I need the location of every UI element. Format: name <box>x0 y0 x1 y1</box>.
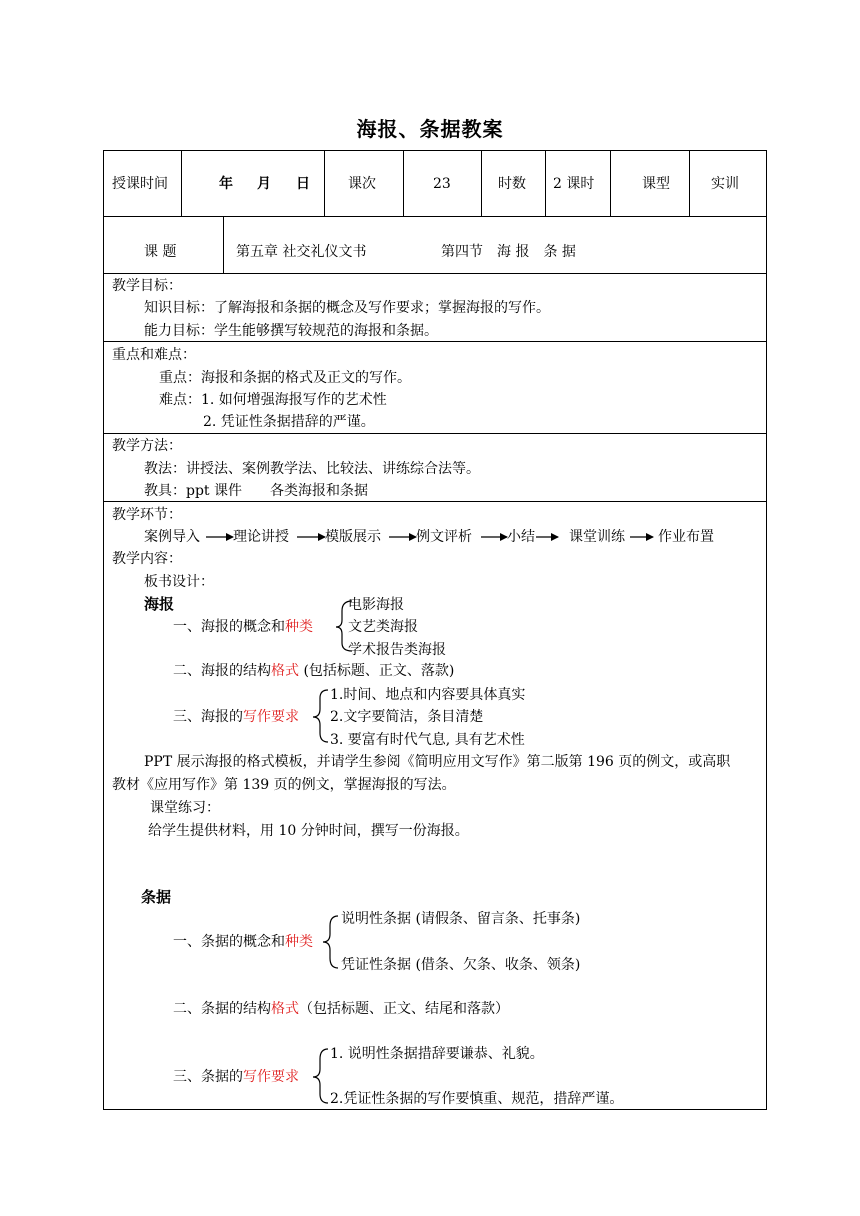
teaching-tools: 教具：ppt 课件 各类海报和条据 <box>144 483 368 499</box>
note-req-highlight: 写作要求 <box>243 1069 299 1085</box>
ppt-instruction-line-2: 教材《应用写作》第 139 页的例文，掌握海报的写法。 <box>112 777 456 793</box>
practice-text: 给学生提供材料，用 10 分钟时间，撰写一份海报。 <box>148 823 469 839</box>
topic-label: 课 题 <box>144 244 177 260</box>
date-month: 月 <box>257 176 271 192</box>
board-design-label: 板书设计： <box>144 574 214 590</box>
difficult-point-1: 难点：1. 如何增强海报写作的艺术性 <box>159 392 387 408</box>
topic-chapter: 第五章 社交礼仪文书 <box>236 244 367 260</box>
process-heading: 教学环节： <box>112 507 182 523</box>
date-year: 年 <box>219 176 233 192</box>
poster-structure-highlight: 格式 <box>271 663 299 679</box>
poster-concept-text: 一、海报的概念和 <box>173 619 285 635</box>
note-title: 条据 <box>141 888 172 906</box>
poster-requirement: 1.时间、地点和内容要具体真实 <box>330 687 526 703</box>
hours-label: 时数 <box>498 176 526 192</box>
brace-icon <box>323 916 338 968</box>
process-step: 作业布置 <box>658 529 714 545</box>
note-concept-text: 一、条据的概念和 <box>173 934 285 950</box>
note-concept-highlight: 种类 <box>285 934 313 950</box>
process-step: 例文评析 <box>416 529 472 545</box>
page-title: 海报、条据教案 <box>356 117 504 141</box>
process-step: 课堂训练 <box>569 529 625 545</box>
poster-type: 文艺类海报 <box>348 619 418 635</box>
poster-req-highlight: 写作要求 <box>243 709 299 725</box>
time-label: 授课时间 <box>112 176 168 192</box>
note-structure-highlight: 格式 <box>271 1001 299 1017</box>
poster-requirement: 2.文字要简洁，条目清楚 <box>330 709 484 725</box>
goal-knowledge: 知识目标：了解海报和条据的概念及写作要求；掌握海报的写作。 <box>144 300 550 316</box>
brace-icon <box>313 1049 328 1103</box>
goal-ability: 能力目标：学生能够撰写较规范的海报和条据。 <box>144 323 438 339</box>
poster-type: 电影海报 <box>348 597 404 613</box>
lesson-label: 课次 <box>348 176 376 192</box>
topic-section: 第四节 海 报 条 据 <box>441 244 576 260</box>
type-value: 实训 <box>711 176 739 192</box>
process-step: 理论讲授 <box>233 529 289 545</box>
goals-heading: 教学目标： <box>112 278 182 294</box>
poster-structure-note: (包括标题、正文、落款) <box>299 663 455 679</box>
poster-title: 海报 <box>144 595 175 613</box>
note-structure-note: （包括标题、正文、结尾和落款） <box>299 1001 509 1017</box>
date-day: 日 <box>296 176 310 192</box>
note-type: 凭证性条据 (借条、欠条、收条、领条) <box>341 957 581 973</box>
type-label: 课型 <box>642 176 670 192</box>
poster-structure-text: 二、海报的结构 <box>173 663 271 679</box>
content-heading: 教学内容： <box>112 551 182 567</box>
hours-value: 2 课时 <box>553 176 595 192</box>
difficult-point-2: 2. 凭证性条据措辞的严谨。 <box>203 414 375 430</box>
note-requirement: 1. 说明性条据措辞要谦恭、礼貌。 <box>330 1046 544 1062</box>
practice-heading: 课堂练习： <box>150 800 220 816</box>
note-req-text: 三、条据的 <box>173 1069 243 1085</box>
poster-type: 学术报告类海报 <box>348 642 446 658</box>
brace-icon <box>336 601 352 651</box>
process-step: 小结 <box>507 529 535 545</box>
keypoints-heading: 重点和难点： <box>112 347 196 363</box>
note-structure-text: 二、条据的结构 <box>173 1001 271 1017</box>
note-type: 说明性条据 (请假条、留言条、托事条) <box>341 911 581 927</box>
teaching-method: 教法：讲授法、案例教学法、比较法、讲练综合法等。 <box>144 461 480 477</box>
poster-req-text: 三、海报的 <box>173 709 243 725</box>
ppt-instruction-line-1: PPT 展示海报的格式模板，并请学生参阅《简明应用文写作》第二版第 196 页的例文，或高职 <box>144 754 731 770</box>
methods-heading: 教学方法： <box>112 438 182 454</box>
key-point: 重点：海报和条据的格式及正文的写作。 <box>159 370 411 386</box>
process-step: 案例导入 <box>144 529 200 545</box>
note-requirement: 2.凭证性条据的写作要慎重、规范，措辞严谨。 <box>330 1091 624 1107</box>
poster-requirement: 3. 要富有时代气息, 具有艺术性 <box>330 732 525 748</box>
process-step: 模版展示 <box>325 529 381 545</box>
lesson-value: 23 <box>433 176 451 192</box>
poster-concept-highlight: 种类 <box>285 619 313 635</box>
brace-icon <box>313 690 328 742</box>
